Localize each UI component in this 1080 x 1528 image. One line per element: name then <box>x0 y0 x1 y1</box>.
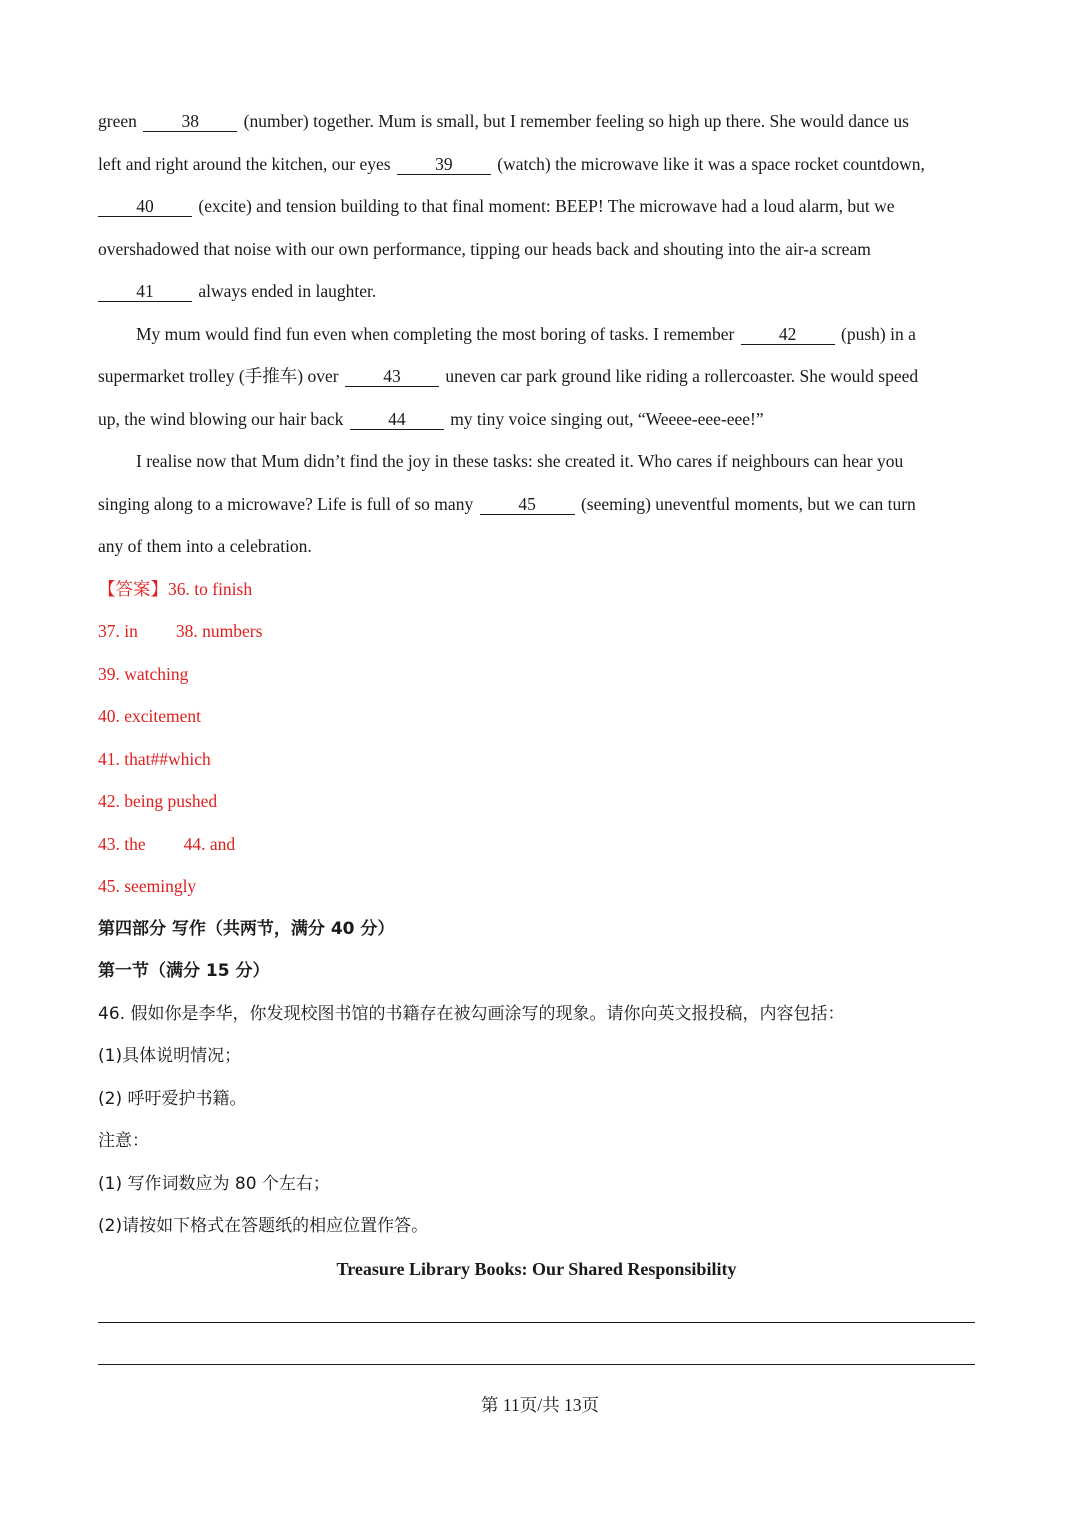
passage-line-10 <box>98 483 988 526</box>
line-text: always ended in laughter. <box>194 281 377 301</box>
blank-45: 45 <box>480 494 575 515</box>
answer-42: 42. being pushed <box>98 791 218 811</box>
requirement-2: (2) 呼吁爱护书籍。 <box>98 1088 247 1109</box>
answer-36: 【答案】36. to finish <box>98 578 253 599</box>
line-text: (watch) the microwave like it was a space rocket countdown, <box>492 153 925 174</box>
passage-line-5 <box>98 270 988 313</box>
line-text: up, the wind blowing our hair back <box>98 408 348 429</box>
answer-line-2 <box>98 1364 975 1365</box>
passage-line-9 <box>98 440 988 483</box>
note-label: 注意： <box>98 1131 149 1151</box>
answer-43: 43. the <box>98 833 146 854</box>
answer-row-37-38 <box>98 610 988 653</box>
line-text: (seeming) uneventful moments, but we can turn <box>576 493 916 514</box>
blank-41: 41 <box>98 281 192 302</box>
line-text: (excite) and tension building to that final moment: BEEP! The microwave had a loud alarm, but we <box>194 196 895 216</box>
line-text: any of them into a celebration. <box>98 536 312 556</box>
blank-43: 43 <box>345 366 439 387</box>
essay-title: Treasure Library Books: Our Shared Responsibility <box>336 1258 737 1279</box>
answer-row-43-44 <box>98 823 988 866</box>
answer-41: 41. that##which <box>98 748 211 769</box>
line-text: overshadowed that noise with our own performance, tipping our heads back and shouting into the air-a scream <box>98 238 871 259</box>
passage-line-3 <box>98 185 988 228</box>
passage-line-8 <box>98 398 988 441</box>
section-heading: 第一节（满分 15 分） <box>98 961 270 981</box>
blank-44: 44 <box>350 409 444 430</box>
blank-40: 40 <box>98 196 192 217</box>
answer-39: 39. watching <box>98 663 189 684</box>
passage-line-7 <box>98 355 988 398</box>
line-text: green <box>98 111 142 131</box>
note-2: (2)请按如下格式在答题纸的相应位置作答。 <box>98 1216 429 1236</box>
page-footer: 第 11页/共 13页 <box>481 1395 599 1415</box>
line-text: supermarket trolley (手推车) over <box>98 366 343 386</box>
passage-line-4 <box>98 228 988 271</box>
line-text: My mum would find fun even when completing the most boring of tasks. I remember <box>136 323 739 344</box>
question-46: 46. 假如你是李华，你发现校图书馆的书籍存在被勾画涂写的现象。请你向英文报投稿，内容包括： <box>98 1003 845 1024</box>
answer-38: 38. numbers <box>175 621 263 641</box>
answer-37: 37. in <box>98 621 138 641</box>
blank-38: 38 <box>143 111 237 132</box>
page-content <box>98 100 988 1290</box>
answer-line-1 <box>98 1322 975 1323</box>
passage-line-6 <box>98 313 988 356</box>
passage-line-2 <box>98 143 988 186</box>
answer-40: 40. excitement <box>98 706 202 726</box>
answer-45: 45. seemingly <box>98 876 197 896</box>
part-heading: 第四部分 写作（共两节，满分 40 分） <box>98 918 395 939</box>
requirement-1: (1)具体说明情况； <box>98 1046 242 1066</box>
answer-44: 44. and <box>183 833 236 854</box>
passage-line-1 <box>98 100 988 143</box>
line-text: left and right around the kitchen, our eyes <box>98 153 395 174</box>
note-1: (1) 写作词数应为 80 个左右； <box>98 1173 330 1194</box>
line-text: (number) together. Mum is small, but I remember feeling so high up there. She would dance us <box>239 111 909 131</box>
line-text: uneven car park ground like riding a rollercoaster. She would speed <box>440 366 919 386</box>
passage-line-11 <box>98 525 988 568</box>
line-text: I realise now that Mum didn’t find the joy in these tasks: she created it. Who cares if neighbours can hear you <box>136 451 904 471</box>
blank-42: 42 <box>741 324 835 345</box>
blank-39: 39 <box>397 154 491 175</box>
line-text: (push) in a <box>836 323 916 344</box>
line-text: singing along to a microwave? Life is full of so many <box>98 493 478 514</box>
line-text: my tiny voice singing out, “Weeee-eee-eee!” <box>445 408 764 429</box>
